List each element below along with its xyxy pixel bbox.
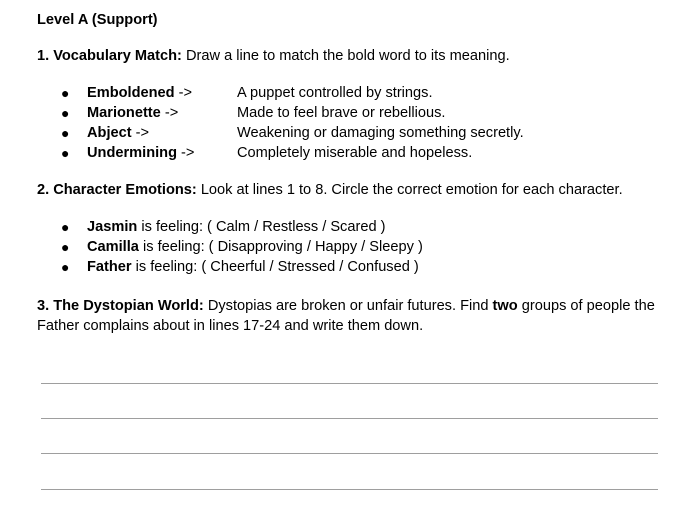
bullet-icon: ● xyxy=(61,125,70,141)
vocab-term xyxy=(87,85,192,101)
vocab-arrow: -> xyxy=(174,85,193,101)
bullet-icon: ● xyxy=(61,145,70,161)
q3-prompt xyxy=(37,296,667,336)
vocab-arrow: -> xyxy=(131,125,150,141)
vocab-word: Abject xyxy=(87,125,132,141)
emotion-choices: is feeling: ( Cheerful / Stressed / Confused ) xyxy=(131,259,419,275)
vocab-arrow: -> xyxy=(177,145,195,161)
answer-line[interactable] xyxy=(41,383,658,384)
bullet-icon: ● xyxy=(61,259,70,275)
vocab-word: Emboldened xyxy=(87,85,175,101)
emotion-sentence xyxy=(87,239,423,255)
vocab-word: Marionette xyxy=(87,105,161,121)
q1-prompt xyxy=(37,48,510,64)
answer-line[interactable] xyxy=(41,418,658,419)
emotion-sentence xyxy=(87,259,419,275)
bullet-icon: ● xyxy=(61,105,70,121)
emotion-item xyxy=(0,239,685,259)
vocab-term xyxy=(87,125,149,141)
vocab-meaning: Completely miserable and hopeless. xyxy=(237,145,473,161)
q3-emphasis: two xyxy=(492,298,518,314)
q2-heading: 2. Character Emotions: xyxy=(37,182,197,198)
bullet-icon: ● xyxy=(61,85,70,101)
q1-instruction: Draw a line to match the bold word to its meaning. xyxy=(181,48,510,64)
level-title: Level A (Support) xyxy=(37,12,158,28)
character-name: Camilla xyxy=(87,239,139,255)
bullet-icon: ● xyxy=(61,219,70,235)
vocab-term xyxy=(87,145,194,161)
q2-instruction: Look at lines 1 to 8. Circle the correct emotion for each character. xyxy=(196,182,623,198)
vocab-term xyxy=(87,105,178,121)
character-name: Jasmin xyxy=(87,219,138,235)
answer-line[interactable] xyxy=(41,489,658,490)
character-name: Father xyxy=(87,259,132,275)
vocab-item xyxy=(0,85,685,105)
emotion-item xyxy=(0,259,685,279)
q2-prompt xyxy=(37,182,623,198)
emotion-choices: is feeling: ( Disapproving / Happy / Sleepy ) xyxy=(138,239,423,255)
q1-heading: 1. Vocabulary Match: xyxy=(37,48,182,64)
vocab-meaning: A puppet controlled by strings. xyxy=(237,85,433,101)
answer-line[interactable] xyxy=(41,453,658,454)
q3-heading: 3. The Dystopian World: xyxy=(37,298,204,314)
vocab-item xyxy=(0,105,685,125)
emotion-item xyxy=(0,219,685,239)
vocab-item xyxy=(0,125,685,145)
vocab-word: Undermining xyxy=(87,145,177,161)
emotion-choices: is feeling: ( Calm / Restless / Scared ) xyxy=(137,219,386,235)
vocab-arrow: -> xyxy=(160,105,179,121)
q3-text-before: Dystopias are broken or unfair futures. Find xyxy=(203,298,493,314)
vocab-item xyxy=(0,145,685,165)
vocab-meaning: Weakening or damaging something secretly. xyxy=(237,125,524,141)
vocab-meaning: Made to feel brave or rebellious. xyxy=(237,105,446,121)
q3-text-after: groups of people the Father complains about in lines 17-24 and write them down. xyxy=(37,298,655,334)
bullet-icon: ● xyxy=(61,239,70,255)
emotion-sentence xyxy=(87,219,385,235)
